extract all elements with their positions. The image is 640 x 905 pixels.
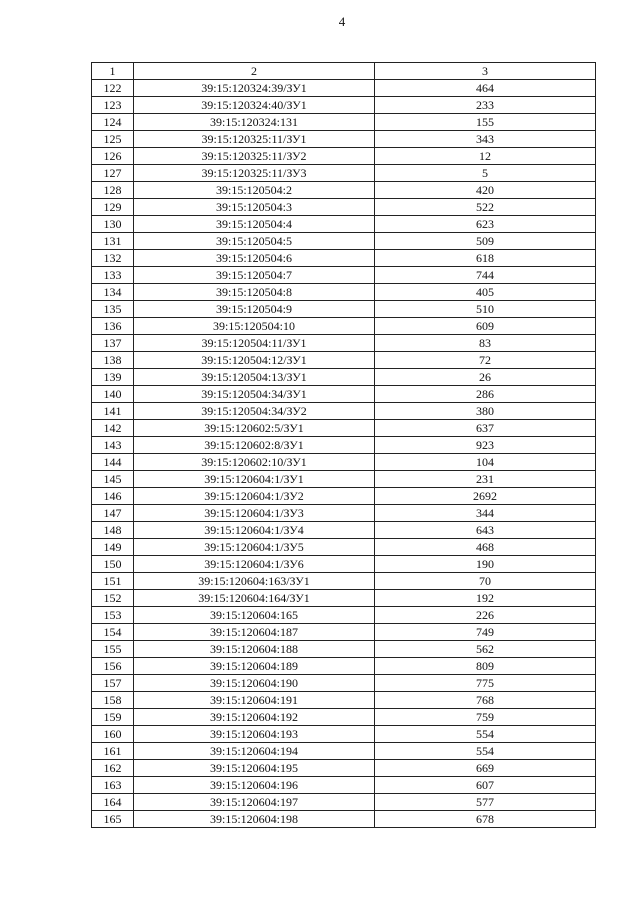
cadastral-number-cell: 39:15:120504:13/ЗУ1	[134, 369, 375, 386]
table-row	[92, 658, 596, 675]
table-row	[92, 352, 596, 369]
row-number-cell: 124	[92, 114, 134, 131]
column-header-1: 1	[92, 63, 134, 80]
table-row	[92, 250, 596, 267]
table-row	[92, 114, 596, 131]
row-number-cell: 130	[92, 216, 134, 233]
area-cell: 809	[375, 658, 596, 675]
table-row	[92, 216, 596, 233]
cadastral-number-cell: 39:15:120604:194	[134, 743, 375, 760]
area-cell: 554	[375, 726, 596, 743]
area-cell: 104	[375, 454, 596, 471]
cadastral-number-cell: 39:15:120324:40/ЗУ1	[134, 97, 375, 114]
column-header-2: 2	[134, 63, 375, 80]
cadastral-number-cell: 39:15:120504:5	[134, 233, 375, 250]
area-cell: 768	[375, 692, 596, 709]
cadastral-number-cell: 39:15:120604:187	[134, 624, 375, 641]
row-number-cell: 136	[92, 318, 134, 335]
cadastral-number-cell: 39:15:120504:7	[134, 267, 375, 284]
cadastral-number-cell: 39:15:120604:1/ЗУ2	[134, 488, 375, 505]
row-number-cell: 144	[92, 454, 134, 471]
table-row	[92, 369, 596, 386]
table-row	[92, 267, 596, 284]
row-number-cell: 152	[92, 590, 134, 607]
cadastral-number-cell: 39:15:120604:165	[134, 607, 375, 624]
cadastral-number-cell: 39:15:120504:2	[134, 182, 375, 199]
table-row	[92, 726, 596, 743]
area-cell: 72	[375, 352, 596, 369]
cadastral-number-cell: 39:15:120602:8/ЗУ1	[134, 437, 375, 454]
row-number-cell: 132	[92, 250, 134, 267]
area-cell: 744	[375, 267, 596, 284]
cadastral-number-cell: 39:15:120325:11/ЗУ3	[134, 165, 375, 182]
area-cell: 26	[375, 369, 596, 386]
area-cell: 83	[375, 335, 596, 352]
cadastral-number-cell: 39:15:120604:197	[134, 794, 375, 811]
row-number-cell: 143	[92, 437, 134, 454]
table-row	[92, 97, 596, 114]
row-number-cell: 150	[92, 556, 134, 573]
cadastral-number-cell: 39:15:120504:6	[134, 250, 375, 267]
table-row	[92, 284, 596, 301]
cadastral-number-cell: 39:15:120325:11/ЗУ2	[134, 148, 375, 165]
cadastral-number-cell: 39:15:120602:5/ЗУ1	[134, 420, 375, 437]
row-number-cell: 133	[92, 267, 134, 284]
area-cell: 607	[375, 777, 596, 794]
row-number-cell: 125	[92, 131, 134, 148]
row-number-cell: 155	[92, 641, 134, 658]
cadastral-number-cell: 39:15:120504:3	[134, 199, 375, 216]
cadastral-number-cell: 39:15:120504:4	[134, 216, 375, 233]
area-cell: 286	[375, 386, 596, 403]
table-row	[92, 335, 596, 352]
area-cell: 562	[375, 641, 596, 658]
table-row	[92, 624, 596, 641]
row-number-cell: 156	[92, 658, 134, 675]
cadastral-number-cell: 39:15:120604:190	[134, 675, 375, 692]
cadastral-number-cell: 39:15:120504:9	[134, 301, 375, 318]
row-number-cell: 138	[92, 352, 134, 369]
row-number-cell: 129	[92, 199, 134, 216]
table-row	[92, 641, 596, 658]
data-table	[91, 62, 596, 828]
area-cell: 70	[375, 573, 596, 590]
table-row	[92, 675, 596, 692]
row-number-cell: 139	[92, 369, 134, 386]
table-row	[92, 386, 596, 403]
table-row	[92, 794, 596, 811]
table-row	[92, 233, 596, 250]
table-row	[92, 522, 596, 539]
row-number-cell: 158	[92, 692, 134, 709]
table-row	[92, 607, 596, 624]
table-row	[92, 437, 596, 454]
cadastral-number-cell: 39:15:120604:164/ЗУ1	[134, 590, 375, 607]
table-row	[92, 573, 596, 590]
cadastral-number-cell: 39:15:120604:1/ЗУ3	[134, 505, 375, 522]
table-row	[92, 709, 596, 726]
table-row	[92, 148, 596, 165]
area-cell: 12	[375, 148, 596, 165]
area-cell: 2692	[375, 488, 596, 505]
row-number-cell: 151	[92, 573, 134, 590]
table-row	[92, 539, 596, 556]
table-row	[92, 556, 596, 573]
row-number-cell: 127	[92, 165, 134, 182]
table-row	[92, 692, 596, 709]
area-cell: 405	[375, 284, 596, 301]
row-number-cell: 135	[92, 301, 134, 318]
row-number-cell: 159	[92, 709, 134, 726]
area-cell: 5	[375, 165, 596, 182]
table-row	[92, 454, 596, 471]
row-number-cell: 154	[92, 624, 134, 641]
table-row	[92, 743, 596, 760]
cadastral-number-cell: 39:15:120604:1/ЗУ6	[134, 556, 375, 573]
area-cell: 678	[375, 811, 596, 828]
area-cell: 231	[375, 471, 596, 488]
area-cell: 637	[375, 420, 596, 437]
area-cell: 155	[375, 114, 596, 131]
table-row	[92, 301, 596, 318]
cadastral-number-cell: 39:15:120504:8	[134, 284, 375, 301]
area-cell: 643	[375, 522, 596, 539]
cadastral-number-cell: 39:15:120504:34/ЗУ2	[134, 403, 375, 420]
table-row	[92, 760, 596, 777]
table-row	[92, 590, 596, 607]
row-number-cell: 131	[92, 233, 134, 250]
area-cell: 233	[375, 97, 596, 114]
table-row	[92, 811, 596, 828]
row-number-cell: 128	[92, 182, 134, 199]
cadastral-number-cell: 39:15:120324:131	[134, 114, 375, 131]
area-cell: 609	[375, 318, 596, 335]
table-row	[92, 131, 596, 148]
area-cell: 190	[375, 556, 596, 573]
table-row	[92, 471, 596, 488]
row-number-cell: 164	[92, 794, 134, 811]
row-number-cell: 162	[92, 760, 134, 777]
cadastral-number-cell: 39:15:120504:34/ЗУ1	[134, 386, 375, 403]
area-cell: 669	[375, 760, 596, 777]
area-cell: 775	[375, 675, 596, 692]
area-cell: 509	[375, 233, 596, 250]
area-cell: 522	[375, 199, 596, 216]
area-cell: 554	[375, 743, 596, 760]
row-number-cell: 141	[92, 403, 134, 420]
row-number-cell: 161	[92, 743, 134, 760]
row-number-cell: 126	[92, 148, 134, 165]
row-number-cell: 153	[92, 607, 134, 624]
row-number-cell: 122	[92, 80, 134, 97]
row-number-cell: 142	[92, 420, 134, 437]
cadastral-number-cell: 39:15:120602:10/ЗУ1	[134, 454, 375, 471]
area-cell: 468	[375, 539, 596, 556]
row-number-cell: 146	[92, 488, 134, 505]
row-number-cell: 134	[92, 284, 134, 301]
row-number-cell: 163	[92, 777, 134, 794]
cadastral-number-cell: 39:15:120504:10	[134, 318, 375, 335]
cadastral-number-cell: 39:15:120324:39/ЗУ1	[134, 80, 375, 97]
row-number-cell: 140	[92, 386, 134, 403]
row-number-cell: 157	[92, 675, 134, 692]
area-cell: 192	[375, 590, 596, 607]
row-number-cell: 147	[92, 505, 134, 522]
column-header-3: 3	[375, 63, 596, 80]
page-number: 4	[338, 14, 346, 29]
table-row	[92, 777, 596, 794]
table-row	[92, 505, 596, 522]
area-cell: 623	[375, 216, 596, 233]
area-cell: 510	[375, 301, 596, 318]
area-cell: 759	[375, 709, 596, 726]
area-cell: 343	[375, 131, 596, 148]
area-cell: 923	[375, 437, 596, 454]
cadastral-number-cell: 39:15:120604:192	[134, 709, 375, 726]
cadastral-number-cell: 39:15:120604:196	[134, 777, 375, 794]
cadastral-number-cell: 39:15:120604:191	[134, 692, 375, 709]
row-number-cell: 148	[92, 522, 134, 539]
area-cell: 226	[375, 607, 596, 624]
area-cell: 344	[375, 505, 596, 522]
cadastral-number-cell: 39:15:120504:12/ЗУ1	[134, 352, 375, 369]
table-header-row	[92, 63, 596, 80]
area-cell: 380	[375, 403, 596, 420]
area-cell: 464	[375, 80, 596, 97]
table-row	[92, 488, 596, 505]
cadastral-number-cell: 39:15:120325:11/ЗУ1	[134, 131, 375, 148]
cadastral-number-cell: 39:15:120604:1/ЗУ4	[134, 522, 375, 539]
table-row	[92, 182, 596, 199]
area-cell: 618	[375, 250, 596, 267]
table-row	[92, 318, 596, 335]
cadastral-number-cell: 39:15:120604:163/ЗУ1	[134, 573, 375, 590]
cadastral-number-cell: 39:15:120604:198	[134, 811, 375, 828]
cadastral-number-cell: 39:15:120604:195	[134, 760, 375, 777]
cadastral-number-cell: 39:15:120604:188	[134, 641, 375, 658]
table-body	[92, 80, 596, 828]
cadastral-number-cell: 39:15:120604:189	[134, 658, 375, 675]
table-row	[92, 420, 596, 437]
cadastral-number-cell: 39:15:120604:1/ЗУ1	[134, 471, 375, 488]
area-cell: 420	[375, 182, 596, 199]
cadastral-number-cell: 39:15:120604:1/ЗУ5	[134, 539, 375, 556]
row-number-cell: 123	[92, 97, 134, 114]
table-row	[92, 165, 596, 182]
row-number-cell: 145	[92, 471, 134, 488]
area-cell: 577	[375, 794, 596, 811]
table-row	[92, 199, 596, 216]
row-number-cell: 149	[92, 539, 134, 556]
table-row	[92, 403, 596, 420]
area-cell: 749	[375, 624, 596, 641]
row-number-cell: 137	[92, 335, 134, 352]
table-row	[92, 80, 596, 97]
cadastral-number-cell: 39:15:120604:193	[134, 726, 375, 743]
row-number-cell: 160	[92, 726, 134, 743]
cadastral-number-cell: 39:15:120504:11/ЗУ1	[134, 335, 375, 352]
row-number-cell: 165	[92, 811, 134, 828]
